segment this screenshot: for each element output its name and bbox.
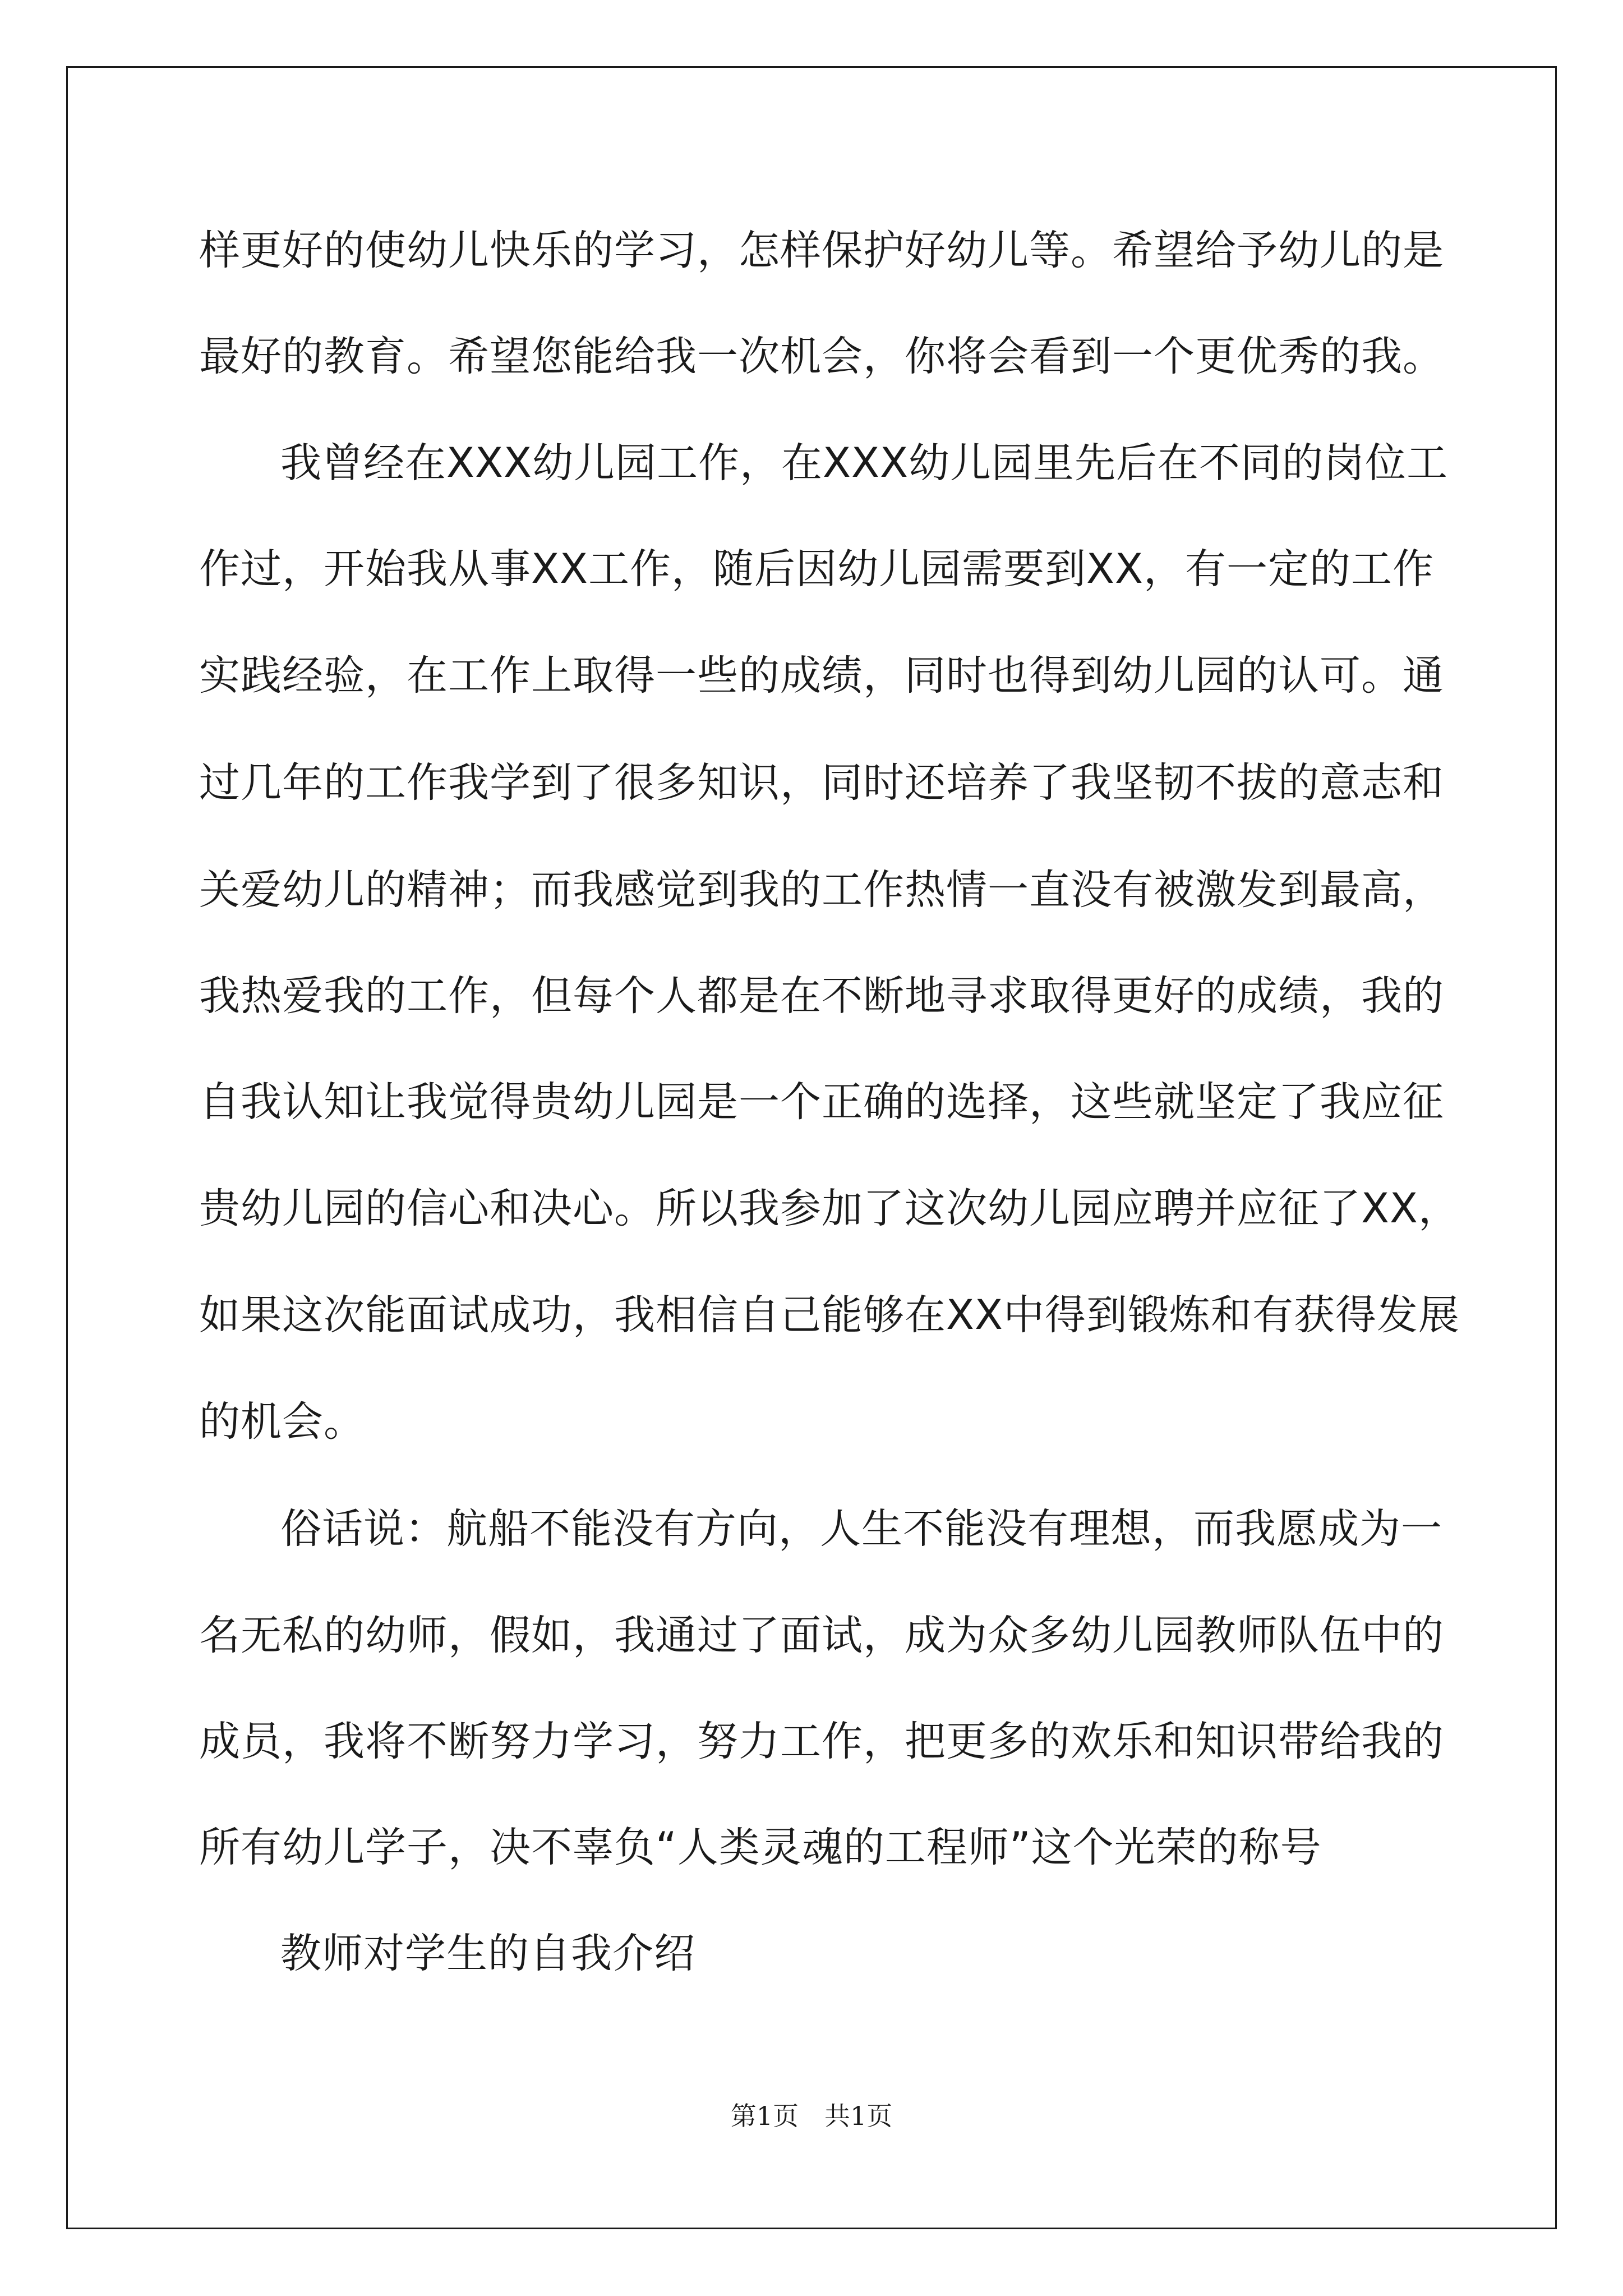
text-line: 作过，开始我从事XX工作，随后因幼儿园需要到XX，有一定的工作 [199, 545, 1435, 593]
text-line: 的机会。 [199, 1398, 365, 1446]
text-line: 过几年的工作我学到了很多知识，同时还培养了我坚韧不拔的意志和 [199, 759, 1444, 807]
page-frame [66, 66, 1557, 2229]
text-line: 关爱幼儿的精神；而我感觉到我的工作热情一直没有被激发到最高， [199, 866, 1444, 914]
text-line: 最好的教育。希望您能给我一次机会，你将会看到一个更优秀的我。 [199, 333, 1444, 380]
text-line: 实践经验，在工作上取得一些的成绩，同时也得到幼儿园的认可。通 [199, 652, 1444, 700]
text-line: 所有幼儿学子，决不辜负“人类灵魂的工程师”这个光荣的称号 [199, 1824, 1322, 1871]
text-line: 样更好的使幼儿快乐的学习，怎样保护好幼儿等。希望给予幼儿的是 [199, 227, 1444, 274]
section-heading: 教师对学生的自我介绍 [280, 1930, 695, 1977]
text-line: 我热爱我的工作，但每个人都是在不断地寻求取得更好的成绩，我的 [199, 972, 1444, 1020]
text-line: 自我认知让我觉得贵幼儿园是一个正确的选择，这些就坚定了我应征 [199, 1078, 1444, 1126]
paragraph-start-line: 俗话说：航船不能没有方向，人生不能没有理想，而我愿成为一 [280, 1505, 1442, 1553]
text-line: 如果这次能面试成功，我相信自己能够在XX中得到锻炼和有获得发展 [199, 1291, 1460, 1339]
text-line: 名无私的幼师，假如，我通过了面试，成为众多幼儿园教师队伍中的 [199, 1612, 1444, 1659]
text-line: 贵幼儿园的信心和决心。所以我参加了这次幼儿园应聘并应征了XX， [199, 1185, 1460, 1232]
text-line: 成员，我将不断努力学习，努力工作，把更多的欢乐和知识带给我的 [199, 1718, 1444, 1765]
page-footer: 第1页 共1页 [730, 2101, 893, 2131]
paragraph-start-line: 我曾经在XXX幼儿园工作，在XXX幼儿园里先后在不同的岗位工 [280, 439, 1449, 487]
